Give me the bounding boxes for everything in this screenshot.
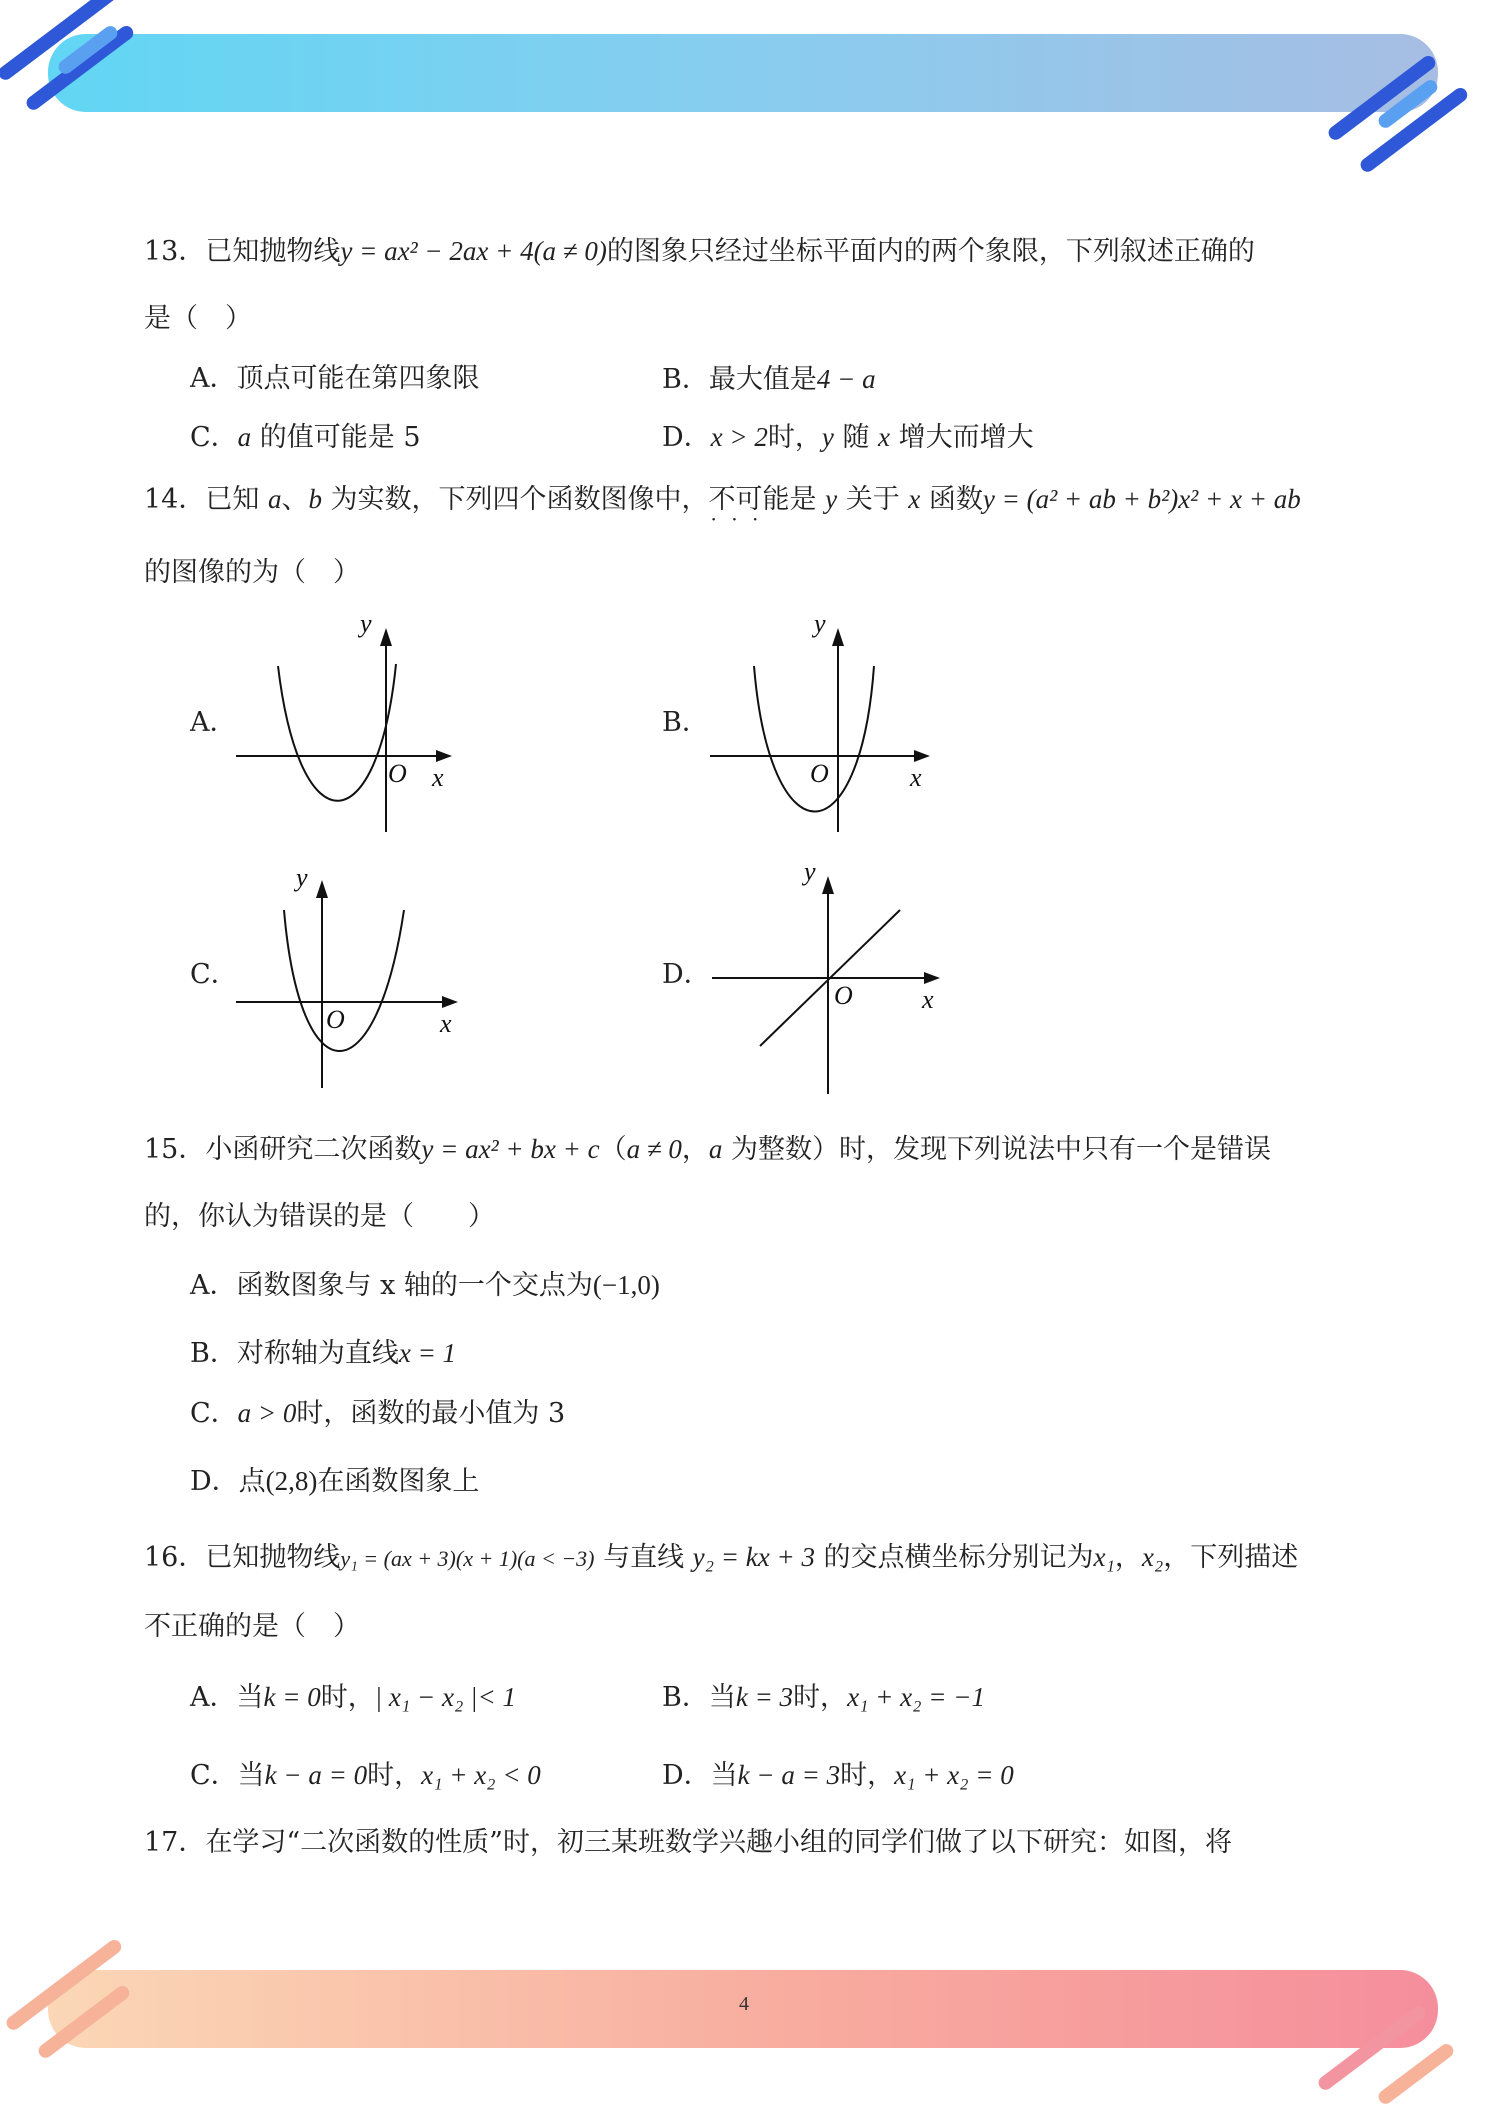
question-13-option-b: B．最大值是4 − a (662, 364, 876, 395)
y-axis-label: y (804, 857, 816, 886)
question-15-option-c: C．a > 0时，函数的最小值为 3 (190, 1398, 566, 1429)
question-15-stem: 15．小函研究二次函数y = ax² + bx + c（a ≠ 0，a 为整数）时，发现下列说法中只有一个是错误 (144, 1134, 1271, 1165)
graph-b (710, 610, 940, 840)
question-16-option-d: D．当k − a = 3时，x₁ + x₂ = 0 (662, 1760, 1014, 1791)
question-15-option-a: A．函数图象与 x 轴的一个交点为(−1,0) (190, 1270, 660, 1301)
formula: y₁ = (ax + 3)(x + 1)(a < −3) (340, 1546, 595, 1571)
formula: y = (a² + ab + b²)x² + x + ab (982, 484, 1301, 514)
question-number: 17． (144, 1827, 206, 1858)
question-16-option-b: B．当k = 3时，x₁ + x₂ = −1 (662, 1682, 985, 1713)
question-number: 15． (144, 1134, 206, 1165)
question-15-stem-cont: 的，你认为错误的是（ ） (144, 1201, 495, 1232)
graph-d-label: D． (662, 959, 711, 990)
x-axis-label: x (922, 985, 934, 1014)
question-14-stem-cont: 的图像的为（ ） (144, 557, 360, 588)
graph-d (712, 858, 952, 1098)
origin-label: O (810, 759, 829, 788)
header-banner (48, 34, 1438, 112)
x-axis-label: x (910, 763, 922, 792)
formula: y = ax² − 2ax + 4(a ≠ 0) (340, 236, 607, 266)
question-13-option-a: A．顶点可能在第四象限 (190, 363, 480, 394)
graph-a-label: A． (190, 707, 237, 738)
formula: y = ax² + bx + c (421, 1134, 600, 1164)
y-axis-label: y (296, 863, 308, 892)
graph-c-label: C． (190, 959, 238, 990)
question-13-stem: 13．已知抛物线y = ax² − 2ax + 4(a ≠ 0)的图象只经过坐标平面内的两个象限，下列叙述正确的 (144, 236, 1255, 267)
y-axis-label: y (814, 609, 826, 638)
question-13-option-d: D．x > 2时，y 随 x 增大而增大 (662, 422, 1034, 453)
graph-a (236, 610, 456, 840)
y-axis-label: y (360, 609, 372, 638)
x-axis-label: x (432, 763, 444, 792)
question-13-option-c: C．a 的值可能是 5 (190, 422, 421, 453)
question-number: 16． (144, 1542, 206, 1573)
question-17-stem: 17．在学习“二次函数的性质”时，初三某班数学兴趣小组的同学们做了以下研究：如图，将 (144, 1827, 1232, 1858)
question-16-option-c: C．当k − a = 0时，x₁ + x₂ < 0 (190, 1760, 541, 1791)
graph-b-label: B． (662, 707, 709, 738)
question-14-stem: 14．已知 a、b 为实数，下列四个函数图像中，不可能 · · ·是 y 关于 x 函数y = (a² + ab + b²)x² + x + ab (144, 482, 1301, 517)
origin-label: O (388, 759, 407, 788)
question-16-option-a: A．当k = 0时，| x₁ − x₂ |< 1 (190, 1682, 516, 1713)
question-15-option-b: B．对称轴为直线x = 1 (190, 1338, 457, 1369)
decor-stroke (1376, 2041, 1456, 2106)
question-number: 14． (144, 484, 206, 515)
question-15-option-d: D．点(2,8)在函数图象上 (190, 1466, 480, 1497)
graph-c (236, 862, 466, 1092)
emphasis-text: 不可能 · · · (709, 484, 790, 515)
x-axis-label: x (440, 1009, 452, 1038)
question-number: 13． (144, 236, 206, 267)
formula: y₂ = kx + 3 (692, 1542, 815, 1572)
page-number: 4 (739, 1993, 749, 2015)
origin-label: O (326, 1005, 345, 1034)
origin-label: O (834, 981, 853, 1010)
question-16-stem-cont: 不正确的是（ ） (144, 1611, 360, 1642)
question-16-stem: 16．已知抛物线y₁ = (ax + 3)(x + 1)(a < −3) 与直线 y₂ = kx + 3 的交点横坐标分别记为x₁，x₂，下列描述 (144, 1542, 1299, 1573)
question-13-stem-cont: 是（ ） (144, 303, 252, 334)
